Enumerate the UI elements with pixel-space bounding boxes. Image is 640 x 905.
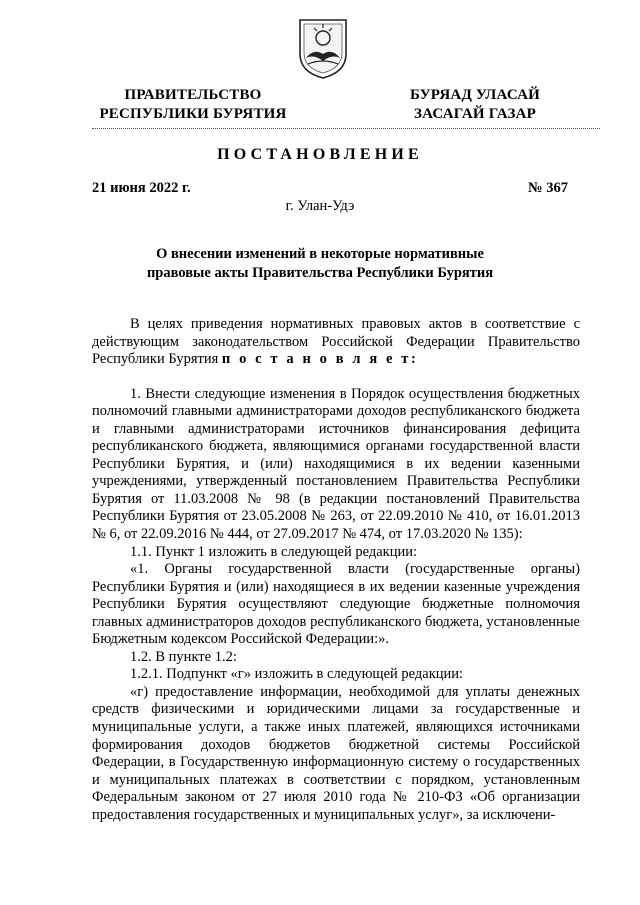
preamble-decree: п о с т а н о в л я е т: bbox=[221, 351, 419, 368]
paragraph-1-1-quote: «1. Органы государственной власти (государственные органы) Республики Бурятия и (или) находящиеся в их ведении казенные учреждения Республики Бурятия осуществляют следующие бюджетные полномочия главных администраторов доходов республиканского бюджета, установленные Бюджетным кодексом Российской Федерации:». bbox=[92, 561, 580, 648]
document-type-title: ПОСТАНОВЛЕНИЕ bbox=[217, 146, 423, 163]
preamble-text: В целях приведения нормативных правовых актов в соответствие с действующим законодательством Российской Федерации Правительство Республики Бурятия bbox=[92, 316, 580, 368]
document-number: № 367 bbox=[528, 180, 568, 196]
document-date: 21 июня 2022 г. bbox=[92, 180, 191, 196]
header-right-line-2: ЗАСАГАЙ ГАЗАР bbox=[414, 106, 536, 122]
header-left-line-1: ПРАВИТЕЛЬСТВО bbox=[124, 87, 262, 103]
document-subject bbox=[130, 245, 510, 283]
paragraph-1-1: 1.1. Пункт 1 изложить в следующей редакции: bbox=[130, 543, 418, 560]
document-body bbox=[92, 316, 580, 824]
paragraph-1-2-1: 1.2.1. Подпункт «г» изложить в следующей редакции: bbox=[130, 666, 464, 683]
subject-line-1: О внесении изменений в некоторые нормативные bbox=[156, 246, 484, 262]
preamble-paragraph bbox=[92, 316, 580, 369]
header-right-line-1: БУРЯАД УЛАСАЙ bbox=[409, 87, 541, 103]
paragraph-1-2-1-quote: «г) предоставление информации, необходимой для уплаты денежных средств физическими и юридическими лицами за государственные и муниципальные услуги, а также иных платежей, являющихся источниками формирования доходов бюджетов бюджетной системы Российской Федерации, в Государственную информационную систему о государственных и муниципальных платежах в соответствии с порядком, установленным Федеральным законом от 27 июля 2010 года № 210-ФЗ «Об организации предоставления государственных и муниципальных услуг», за исключени- bbox=[92, 683, 580, 823]
government-name-russian bbox=[88, 86, 298, 124]
coat-of-arms-icon bbox=[296, 14, 350, 80]
header-left-line-2: РЕСПУБЛИКИ БУРЯТИЯ bbox=[99, 106, 287, 122]
government-name-buryat bbox=[395, 86, 555, 124]
paragraph-1-2: 1.2. В пункте 1.2: bbox=[130, 648, 237, 665]
document-city: г. Улан-Удэ bbox=[285, 198, 355, 214]
paragraph-1: 1. Внести следующие изменения в Порядок осуществления бюджетных полномочий главными администраторами доходов республиканского бюджета и главными администраторами источников финансирования дефицита республиканского бюджета, являющимися органами государственной власти Республики Бурятия, и (или) находящимися в их ведении казенными учреждениями, утвержденный постановлением Правительства Республики Бурятия от 11.03.2008 № 98 (в редакции постановлений Правительства Республики Бурятия от 23.05.2008 № 263, от 22.09.2010 № 410, от 16.01.2013 № 6, от 22.09.2016 № 444, от 27.09.2017 № 474, от 17.03.2020 № 135): bbox=[92, 385, 580, 543]
header-divider bbox=[92, 128, 600, 129]
subject-line-2: правовые акты Правительства Республики Бурятия bbox=[146, 265, 494, 281]
